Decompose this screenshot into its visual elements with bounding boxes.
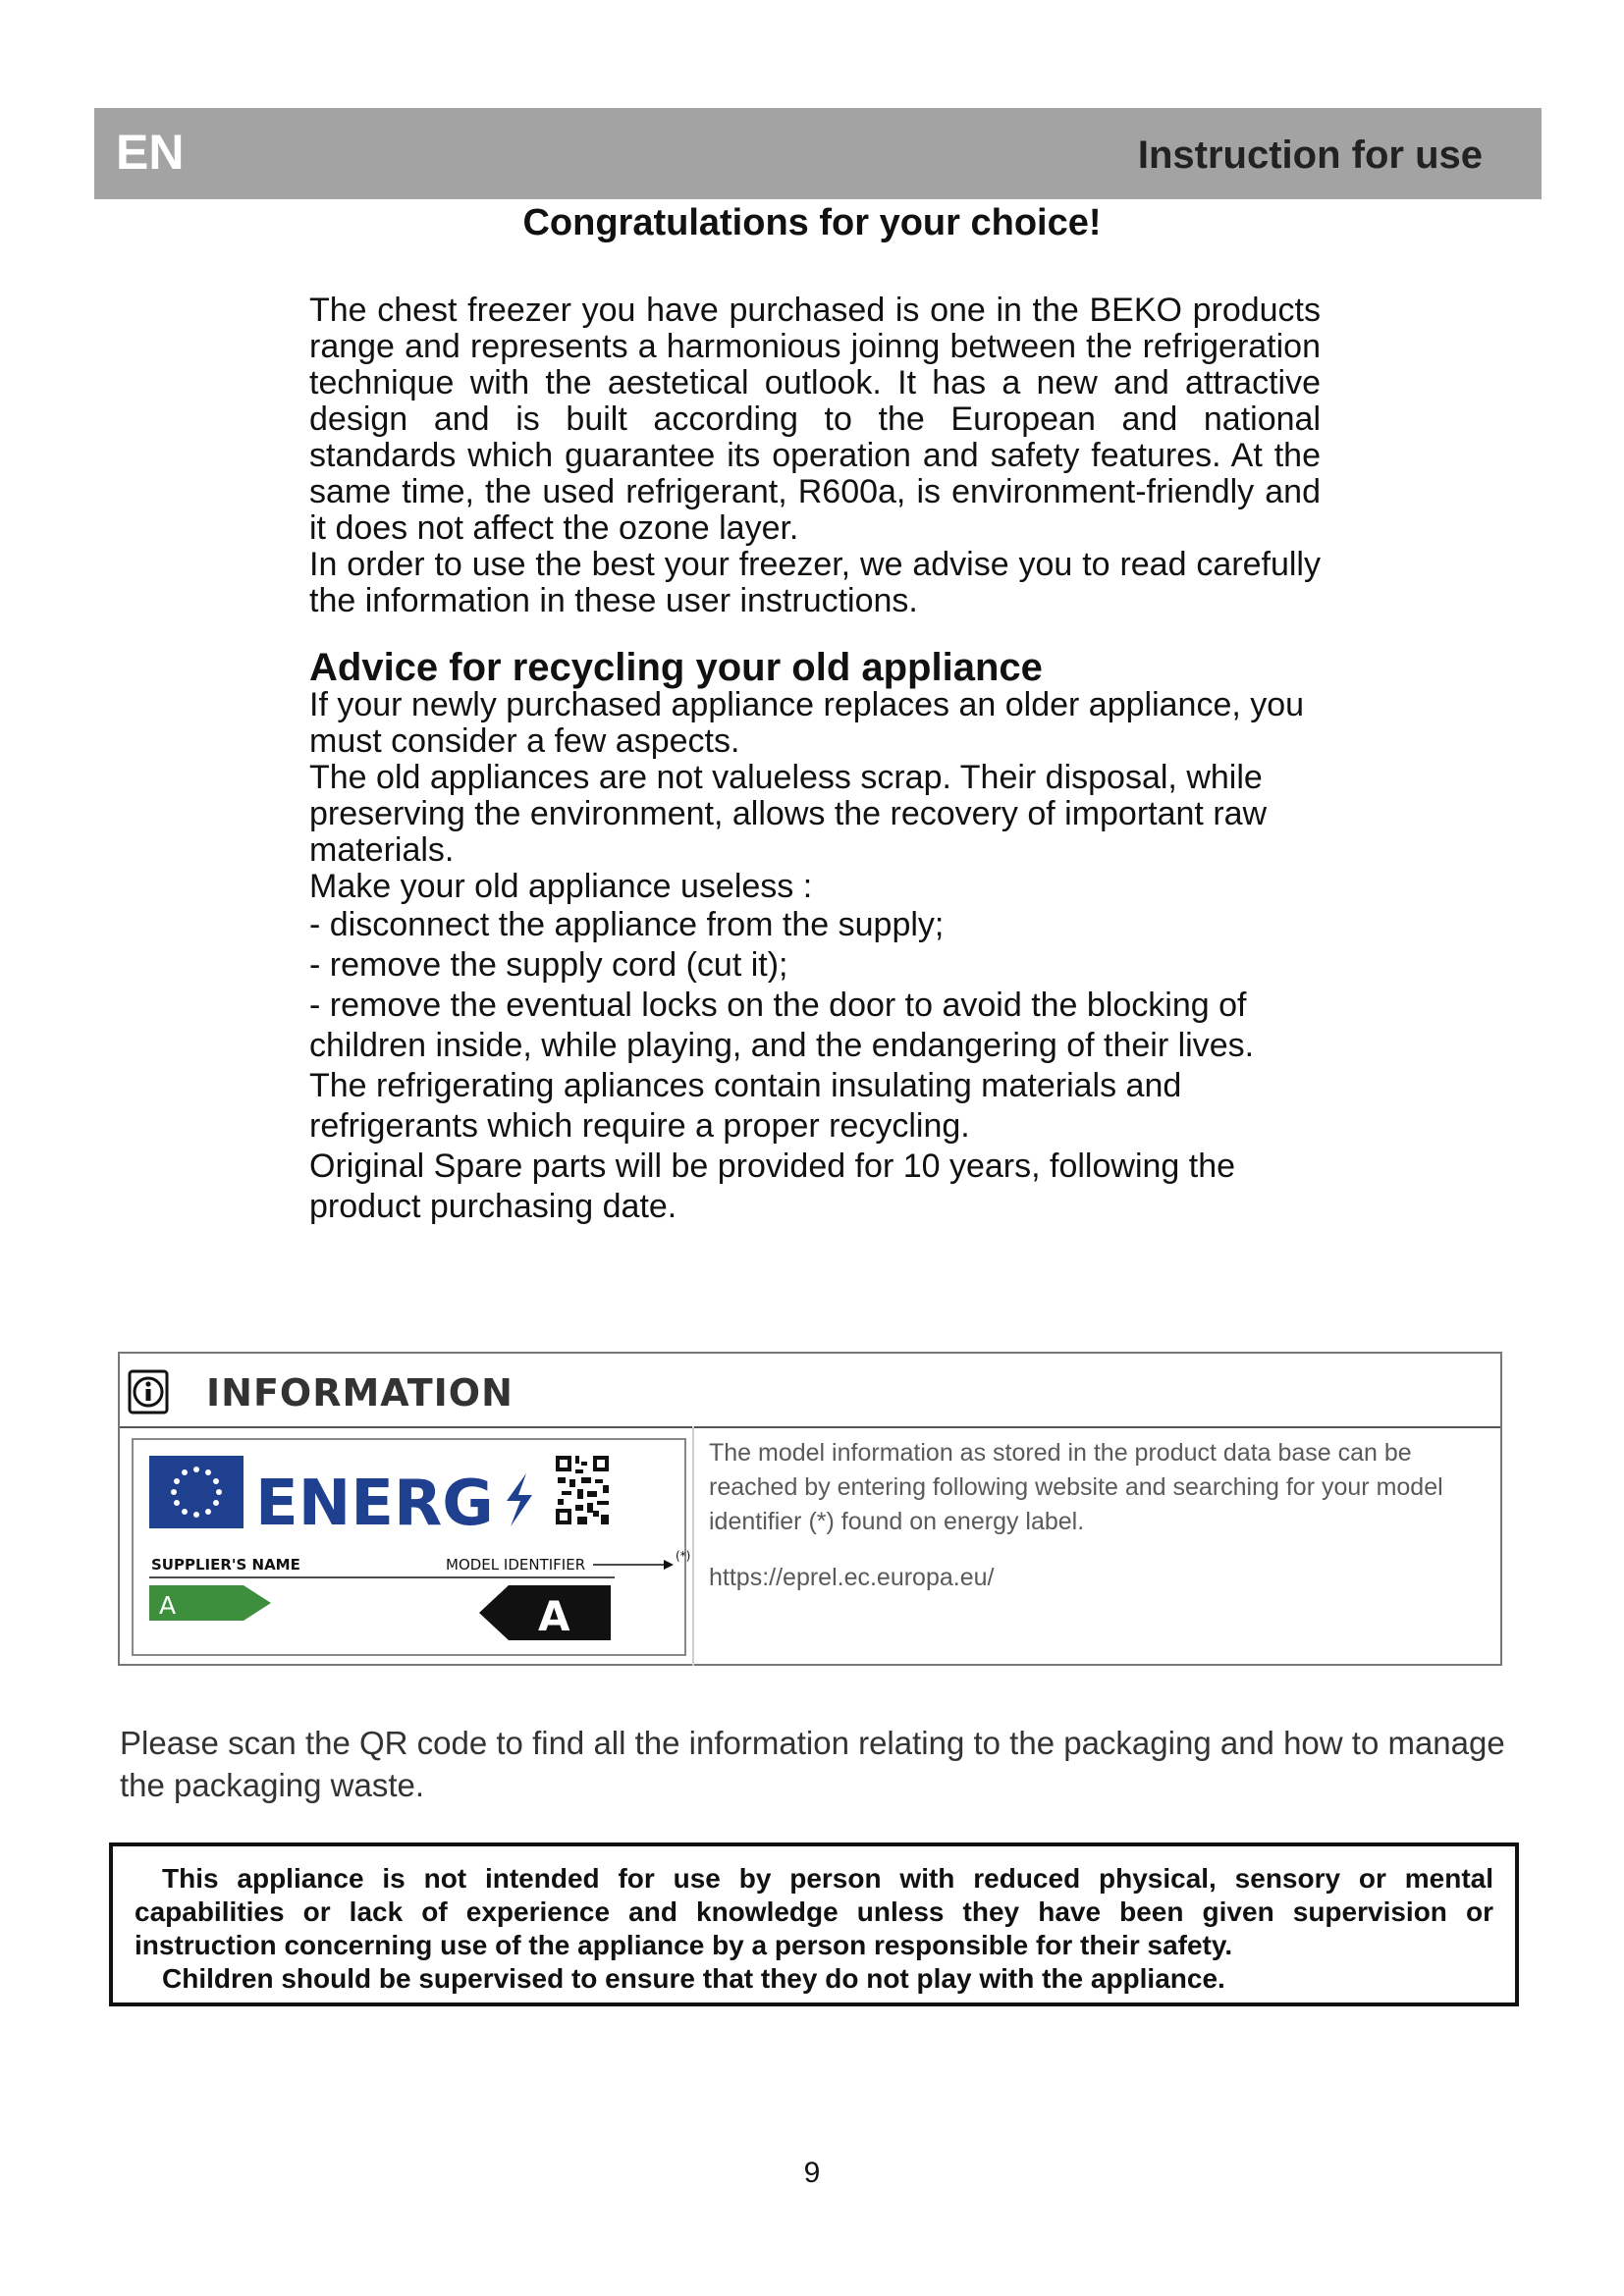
information-header: [120, 1354, 1500, 1428]
eprel-url: https://eprel.ec.europa.eu/: [709, 1564, 995, 1591]
intro-paragraph: In order to use the best your freezer, we advise you to read carefully the information in these user instructions.: [309, 546, 1321, 619]
supplier-name-label: SUPPLIER'S NAME: [151, 1556, 300, 1574]
information-text: The model information as stored in the product data base can be reached by entering following website and searching for your model identifier (*) found on energy label.: [709, 1439, 1443, 1535]
recycling-paragraph: The refrigerating apliances contain insulating materials and refrigerants which require a proper recycling.: [309, 1067, 1182, 1145]
info-icon: [128, 1369, 169, 1415]
recycling-step: - disconnect the appliance from the supply;: [309, 906, 945, 943]
header-bar: [94, 108, 1542, 199]
language-code: EN: [116, 125, 185, 180]
recycling-paragraph: Original Spare parts will be provided for 10 years, following the product purchasing date.: [309, 1148, 1236, 1225]
energy-label-sample: [132, 1438, 691, 1656]
supervision-warning: Children should be supervised to ensure that they do not play with the appliance.: [162, 1963, 1225, 1994]
advice-heading: Advice for recycling your old appliance: [309, 646, 1043, 689]
efficiency-class-large: A: [538, 1592, 570, 1640]
model-identifier-label: MODEL IDENTIFIER: [446, 1556, 586, 1574]
intro-section: [309, 293, 1321, 619]
qr-note: Please scan the QR code to find all the information relating to the packaging and how to manage the packaging waste.: [120, 1725, 1505, 1803]
safety-warning-box: [109, 1842, 1519, 2006]
energy-label-graphic: [134, 1440, 691, 1654]
intro-paragraph: The chest freezer you have purchased is one in the BEKO products range and represents a harmonious joinng between the refrigeration technique with the aestetical outlook. It has a new and attractive design and is built according to the European and national standards which guarantee its operation and safety features. At the same time, the used refrigerant, R600a, is environment-friendly and it does not affect the ozone layer.: [309, 292, 1321, 547]
qr-code-icon: [554, 1454, 611, 1526]
recycling-paragraph: Make your old appliance useless :: [309, 868, 813, 905]
recycling-step: - remove the supply cord (cut it);: [309, 946, 788, 984]
identifier-marker: (*): [676, 1549, 691, 1563]
recycling-section: [309, 687, 1321, 1227]
recycling-step: - remove the eventual locks on the door to avoid the blocking of children inside, while playing, and the endangering of their lives.: [309, 987, 1255, 1064]
recycling-paragraph: The old appliances are not valueless scrap. Their disposal, while preserving the environment, allows the recovery of important raw materials.: [309, 759, 1268, 869]
information-box: [118, 1352, 1502, 1666]
information-divider: [692, 1426, 694, 1666]
page-number: 9: [803, 2157, 821, 2189]
efficiency-class-small: A: [159, 1591, 177, 1620]
lightning-icon: [507, 1473, 532, 1526]
pointer-arrow-icon: [664, 1560, 674, 1570]
page-title: Congratulations for your choice!: [522, 202, 1102, 243]
energy-word: ENERG: [255, 1468, 494, 1540]
header-title: Instruction for use: [1137, 133, 1483, 177]
safety-warning: This appliance is not intended for use by person with reduced physical, sensory or mental capabilities or lack of experience and knowledge unless they have been given supervision or instruction concerning use of the appliance by a person responsible for their safety.: [135, 1863, 1493, 1960]
information-title: INFORMATION: [206, 1371, 514, 1415]
information-text-block: [709, 1436, 1485, 1595]
recycling-paragraph: If your newly purchased appliance replaces an older appliance, you must consider a few aspects.: [309, 686, 1305, 760]
